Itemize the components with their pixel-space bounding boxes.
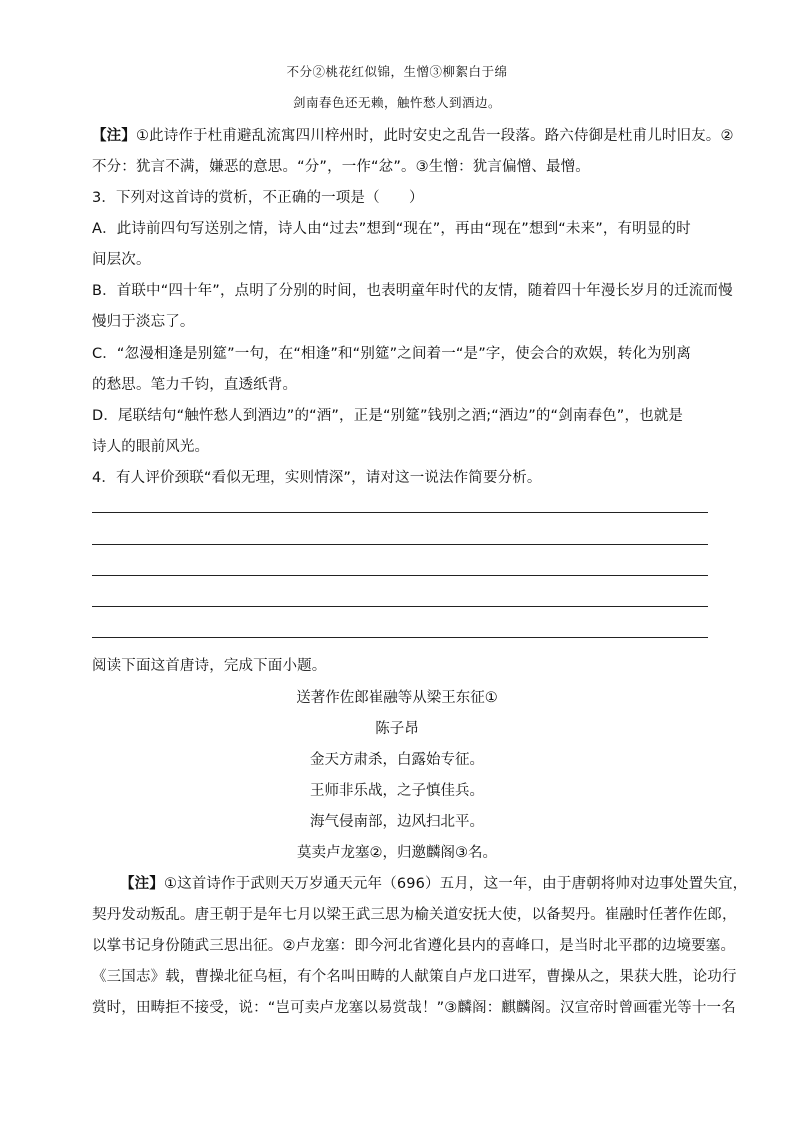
note1-label: 【注】 (92, 128, 136, 144)
q3-option-c-line-2: 的愁思。笔力千钧，直透纸背。 (92, 377, 298, 393)
note2-line-1 (120, 872, 747, 893)
answer-line[interactable] (92, 606, 708, 607)
q4-stem: 4．有人评价颈联“看似无理，实则情深”，请对这一说法作简要分析。 (92, 470, 542, 486)
q3-option-b-line-2: 慢归于淡忘了。 (92, 314, 195, 330)
poem2-line-3: 海气侵南部，边风扫北平。 (310, 814, 484, 830)
note2-line-4: 《三国志》载，曹操北征乌桓，有个名叫田畴的人献策自卢龙口进军，曹操从之，果获大胜，论功行 (92, 969, 737, 985)
note2-text-1: ①这首诗作于武则天万岁通天元年（696）五月，这一年，由于唐朝将帅对边事处置失宜， (163, 876, 748, 892)
q3-option-c-line-1: C．“忽漫相逢是别筵”一句，在“相逢”和“别筵”之间着一“是”字，使会合的欢娱，转化为别离 (92, 346, 691, 362)
q3-stem: 3．下列对这首诗的赏析，不正确的一项是（ ） (92, 190, 424, 206)
note1-text-1: ①此诗作于杜甫避乱流寓四川梓州时，此时安史之乱告一段落。路六侍御是杜甫儿时旧友。② (135, 128, 734, 144)
q3-option-b-line-1: B．首联中“四十年”，点明了分别的时间，也表明童年时代的友情，随着四十年漫长岁月的迁流而慢 (92, 283, 733, 299)
poem2-author: 陈子昂 (375, 721, 419, 737)
q3-option-a-line-2: 间层次。 (92, 252, 151, 268)
note1-line-2: 不分：犹言不满，嫌恶的意思。“分”，一作“忿”。③生憎：犹言偏憎、最憎。 (92, 159, 590, 175)
q3-option-a-line-1: A．此诗前四句写送别之情，诗人由“过去”想到“现在”，再由“现在”想到“未来”，有明显的时 (92, 221, 691, 237)
note1-line-1 (92, 124, 734, 145)
poem1-line-4: 剑南春色还无赖，触忤愁人到酒边。 (292, 95, 501, 110)
poem2-title: 送著作佐郎崔融等从梁王东征① (296, 690, 498, 706)
answer-line[interactable] (92, 637, 708, 638)
poem2-line-1: 金天方肃杀，白露始专征。 (310, 752, 484, 768)
q3-option-d-line-1: D．尾联结句“触忤愁人到酒边”的“酒”，正是“别筵”钱别之酒;“酒边”的“剑南春色”，也就是 (92, 408, 684, 424)
note2-label: 【注】 (120, 876, 164, 892)
note2-line-2: 契丹发动叛乱。唐王朝于是年七月以梁王武三思为榆关道安抚大使，以备契丹。崔融时任著作佐郎， (92, 907, 737, 923)
poem2-line-4: 莫卖卢龙塞②，归邀麟阁③名。 (297, 845, 497, 861)
answer-line[interactable] (92, 575, 708, 576)
poem1-line-3: 不分②桃花红似锦，生憎③柳絮白于绵 (286, 64, 508, 79)
note2-line-5: 赏时，田畴拒不接受，说：“岂可卖卢龙塞以易赏哉！”③麟阁：麒麟阁。汉宣帝时曾画霍光等十一名 (92, 1000, 736, 1016)
poem2-line-2: 王师非乐战，之子慎佳兵。 (310, 783, 484, 799)
answer-line[interactable] (92, 544, 708, 545)
note2-line-3: 以掌书记身份随武三思出征。②卢龙塞：即今河北省遵化县内的喜峰口，是当时北平郡的边境要塞。 (92, 938, 736, 954)
section2-intro: 阅读下面这首唐诗，完成下面小题。 (92, 658, 327, 674)
answer-line[interactable] (92, 512, 708, 513)
q3-option-d-line-2: 诗人的眼前风光。 (92, 439, 210, 455)
